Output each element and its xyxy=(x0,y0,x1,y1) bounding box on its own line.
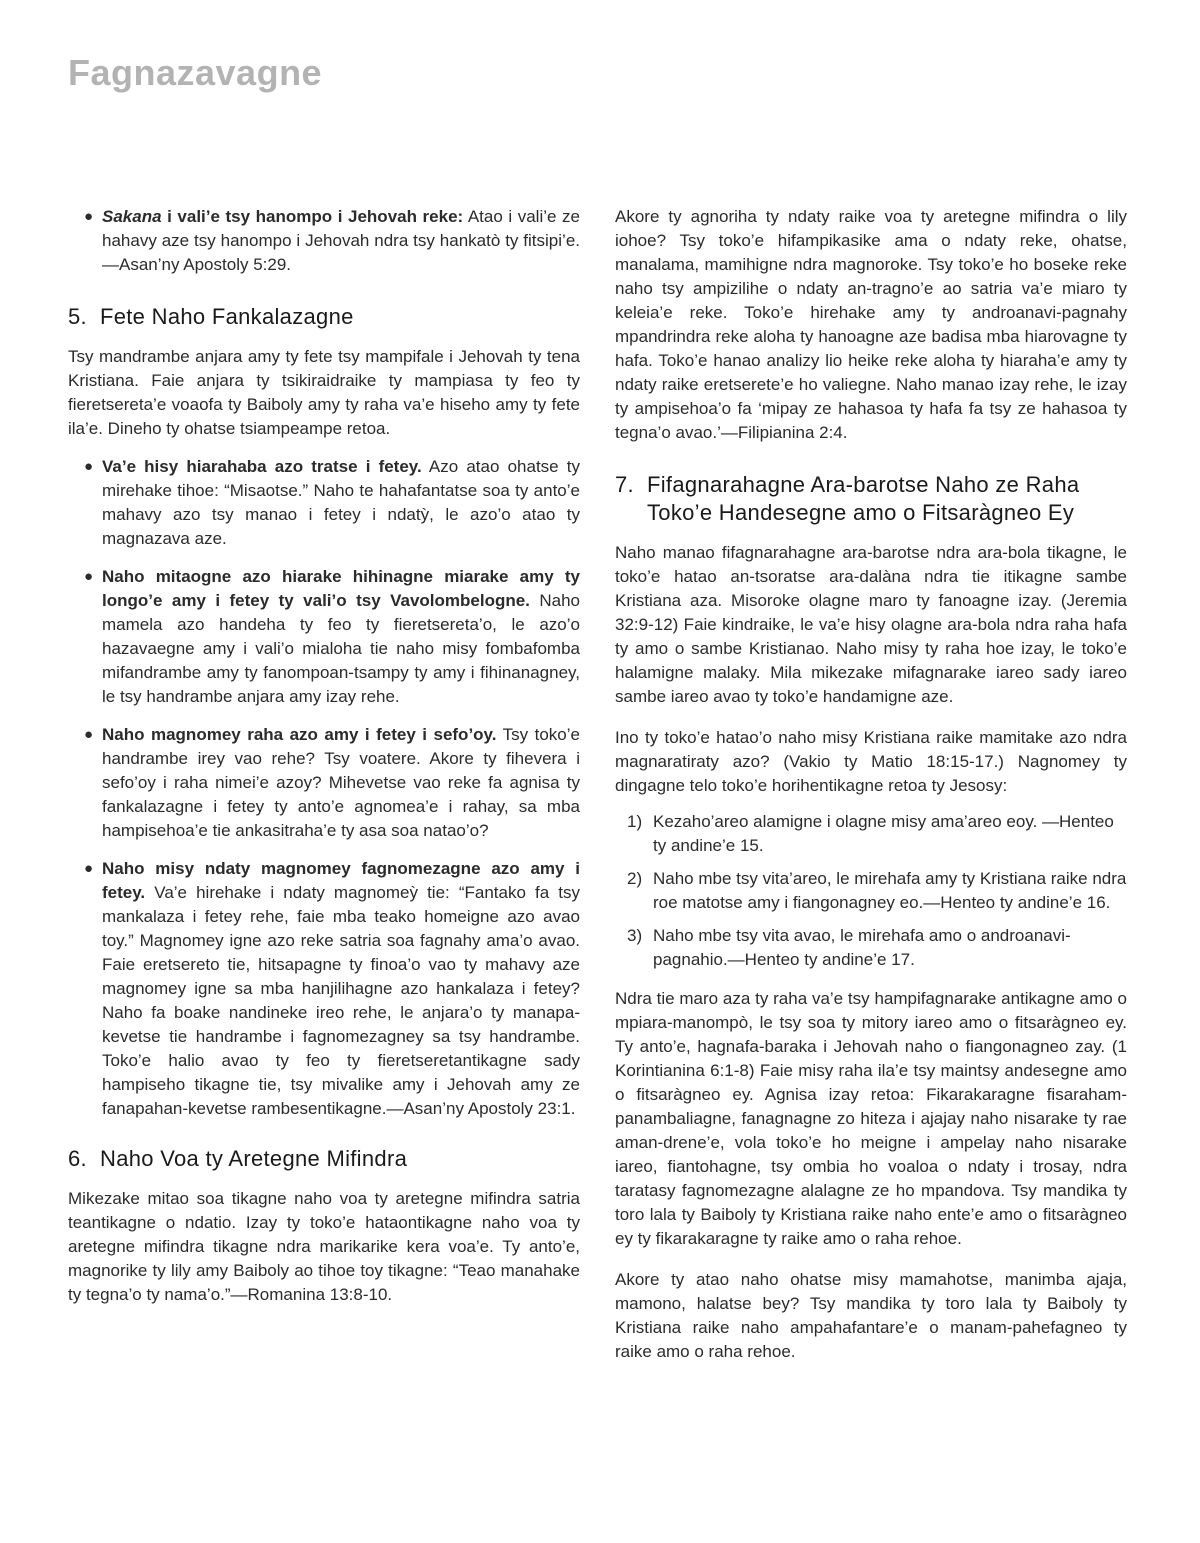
section-6-paragraph: Mikezake mitao soa tikagne naho voa ty aretegne mifindra satria teantikagne o ndatio. Izay ty toko’e hataontikagne naho voa ty aretegne mifindra tikagne ndra marikarike kera voa’e. Ty anto’e, magnorike ty lily amy Baiboly ao tihoe toy tikagne: “Teao manahake ty tegna’o ty nama’o.”—Romanina 13:8-10. xyxy=(68,1189,580,1304)
bullet-item xyxy=(68,205,580,277)
steps-list xyxy=(615,810,1127,972)
bullet-lead: i vali’e tsy hanompo i Jehovah reke: xyxy=(161,207,464,226)
section-7-heading xyxy=(615,471,1127,527)
continued-paragraph: Akore ty agnoriha ty ndaty raike voa ty aretegne mifindra o lily iohoe? Tsy toko’e hifampikasike ama o ndaty reke, ohatse, manalama, mamihigne ndra magnoroke. Tsy toko’e ho boseke reke naho tsy ampizilihe o ndaty an-tragno’e ao satria va’e miaro ty keleia’e reke. Toko’e hirehake amy ty androanavi-pagnahy mpandrindra reke aloha ty hanoagne aze badisa mba hiarovagne ty hafa. Toko’e hanao analizy lio heike reke aloha ty hiaraha’e amy ty ndaty raike eretserete’e ho valiegne. Naho manao izay rehe, le izay ty ampisehoa’o fa ‘mipay ze hahasoa ty hafa fa tsy ze hahasoa ty tegna’o avao.’—Filipianina 2:4. xyxy=(615,207,1127,442)
step-item xyxy=(615,810,1127,858)
page-header: Fagnazavagne xyxy=(68,52,323,93)
intro-bullet-list xyxy=(68,205,580,277)
section-5-bullet-list xyxy=(68,455,580,1121)
bullet-dot-icon: ● xyxy=(84,208,94,225)
bullet-lead: Naho misy ndaty magnomey fagnomezagne azo amy i fetey. xyxy=(102,859,580,902)
bullet-emphasis: Sakana xyxy=(102,207,162,226)
bullet-text: Tsy toko’e handrambe irey vao rehe? Tsy voatere. Akore ty fihevera i sefo’oy i raha nimei’e azoy? Mihevetse vao reke fa agnisa ty fankalazagne i fetey ty anto’e agnomea’e i rahay, sa mba hampisehoa’e tie ankasitraha’e ty asa soa natao’o? xyxy=(102,725,580,840)
bullet-dot-icon: ● xyxy=(84,458,94,475)
step-number: 2) xyxy=(627,869,643,888)
section-7-paragraph: Akore ty atao naho ohatse misy mamahotse, manimba ajaja, mamono, halatse bey? Tsy mandika ty toro lala ty Baiboly ty Kristiana raike naho ampahafantare’e o manam-pahefagneo ty raike amo o raha rehoe. xyxy=(615,1270,1127,1361)
bullet-dot-icon: ● xyxy=(84,726,94,743)
bullet-text: Va’e hirehake i ndaty magnomeỳ tie: “Fantako fa tsy mankalaza i fetey rehe, faie mba teako homeigne azo avao toy.” Magnomey igne azo reke satria soa fagnahy ama’o avao. Faie eretsereto tie, hitsapagne ty finoa’o vao ty mahavy aze magnomey igne sa mba hanjilihagne azo hankalaza i fetey? Naho fa boake nandineke ireo rehe, le anjara’o ty manapa-kevetse tie handrambe i fagnomezagney sa tsy handrambe. Toko’e halio avao ty feo ty fieretseretantikagne sady hampiseho tikagne tie, tsy mivalike amy i Jehovah amy ze fanapahan-kevetse rambesentikagne.—Asan’ny Apostoly 23:1. xyxy=(102,883,580,1118)
step-text: Naho mbe tsy vita avao, le mirehafa amo o androanavi-pagnahio.—Henteo ty andine’e 17. xyxy=(653,926,1071,969)
step-item xyxy=(615,867,1127,915)
bullet-item xyxy=(68,857,580,1121)
section-7-paragraph: Naho manao fifagnarahagne ara-barotse ndra ara-bola tikagne, le toko’e hatao an-tsoratse ara-dalàna ndra tie itikagne sambe Kristiana aza. Misoroke olagne maro ty fanoagne izay. (Jeremia 32:9-12) Faie kindraike, le va’e hisy olagne ara-bola ndra raha hafa ty amo o sambe Kristianao. Naho misy ty raha hoe izay, le toko’e halamigne malaky. Mila mikezake mifagnarake iareo sady iareo sambe iareo avao ty toko’e handamigne aze. xyxy=(615,543,1127,706)
bullet-dot-icon: ● xyxy=(84,568,94,585)
right-column xyxy=(615,205,1127,1381)
bullet-item xyxy=(68,565,580,709)
step-item xyxy=(615,924,1127,972)
section-5-heading xyxy=(68,303,580,331)
step-text: Kezaho’areo alamigne i olagne misy ama’areo eoy. —Henteo ty andine’e 15. xyxy=(653,812,1114,855)
left-column xyxy=(68,205,580,1324)
section-5-paragraph: Tsy mandrambe anjara amy ty fete tsy mampifale i Jehovah ty tena Kristiana. Faie anjara ty tsikiraidraike ty mampiasa ty feo ty fieretsereta’e voaofa ty Baiboly amy ty raha va’e hiseho amy ty fete ila’e. Dineho ty ohatse tsiampeampe retoa. xyxy=(68,347,580,438)
bullet-item xyxy=(68,455,580,551)
section-title: Fifagnarahagne Ara-barotse Naho ze Raha Toko’e Handesegne amo o Fitsaràgneo Ey xyxy=(647,472,1080,525)
step-number: 1) xyxy=(627,812,643,831)
section-title: Naho Voa ty Aretegne Mifindra xyxy=(100,1146,408,1171)
section-number: 5. xyxy=(68,304,87,329)
bullet-text: Atao i vali’e ze hahavy aze tsy hanompo i Jehovah ndra tsy hankatò ty fitsipi’e.—Asan’ny Apostoly 5:29. xyxy=(102,207,580,274)
section-6-heading xyxy=(68,1145,580,1173)
bullet-text: Naho mamela azo handeha ty feo ty fieretsereta’o, le azo’o hazavaegne amy i vali’o mialoha tie naho misy fombafomba mifandrambe amy ty fanompoan-tsampy ty amy i fihinanagney, le tsy handrambe anjara amy izay rehe. xyxy=(102,591,580,706)
bullet-lead: Naho mitaogne azo hiarake hihinagne miarake amy ty longo’e amy i fetey ty vali’o tsy Vavolombelogne. xyxy=(102,567,580,610)
bullet-dot-icon: ● xyxy=(84,860,94,877)
bullet-text: Azo atao ohatse ty mirehake tihoe: “Misaotse.” Naho te hahafantatse soa ty anto’e mahavy azo tsy manao i fetey i ndatỳ, le azo’o atao ty magnazava aze. xyxy=(102,457,580,548)
bullet-item xyxy=(68,723,580,843)
bullet-lead: Va’e hisy hiarahaba azo tratse i fetey. xyxy=(102,457,422,476)
section-7-paragraph: Ndra tie maro aza ty raha va’e tsy hampifagnarake antikagne amo o mpiara-manompò, le tsy soa ty mitory iareo amo o fitsaràgneo ey. Ty anto’e, hagnafa-baraka i Jehovah naho o fiangonagneo zay. (1 Korintianina 6:1-8) Faie misy raha ila’e tsy maintsy andesegne amo o fitsaràgneo ey. Agnisa izay retoa: Fikarakaragne fisaraham-panambaliagne, fanagnagne zo hiteza i ajajay naho nisarake ty rae aman-drene’e, vola toko’e ho meigne i ampelay naho nisarake iareo, fiantohagne, tsy ombia ho voaloa o ndaty i trosay, ndra taratasy fagnomezagne alalagne ze ho mpandova. Tsy mandika ty toro lala ty Baiboly ty Kristiana raike naho ente’e amo o fitsaràgneo ey ty fikarakaragne ty raike amo o raha rehoe. xyxy=(615,989,1127,1248)
step-text: Naho mbe tsy vita’areo, le mirehafa amy ty Kristiana raike ndra roe matotse amy i fiangonagney eo.—Henteo ty andine’e 16. xyxy=(653,869,1127,912)
section-title: Fete Naho Fankalazagne xyxy=(100,304,354,329)
section-number: 6. xyxy=(68,1146,87,1171)
step-number: 3) xyxy=(627,926,643,945)
bullet-lead: Naho magnomey raha azo amy i fetey i sefo’oy. xyxy=(102,725,497,744)
section-number: 7. xyxy=(615,472,634,497)
section-7-paragraph: Ino ty toko’e hatao’o naho misy Kristiana raike mamitake azo ndra magnaratiraty azo? (Vakio ty Matio 18:15-17.) Nagnomey ty dingagne telo toko’e horihentikagne retoa ty Jesosy: xyxy=(615,728,1127,795)
